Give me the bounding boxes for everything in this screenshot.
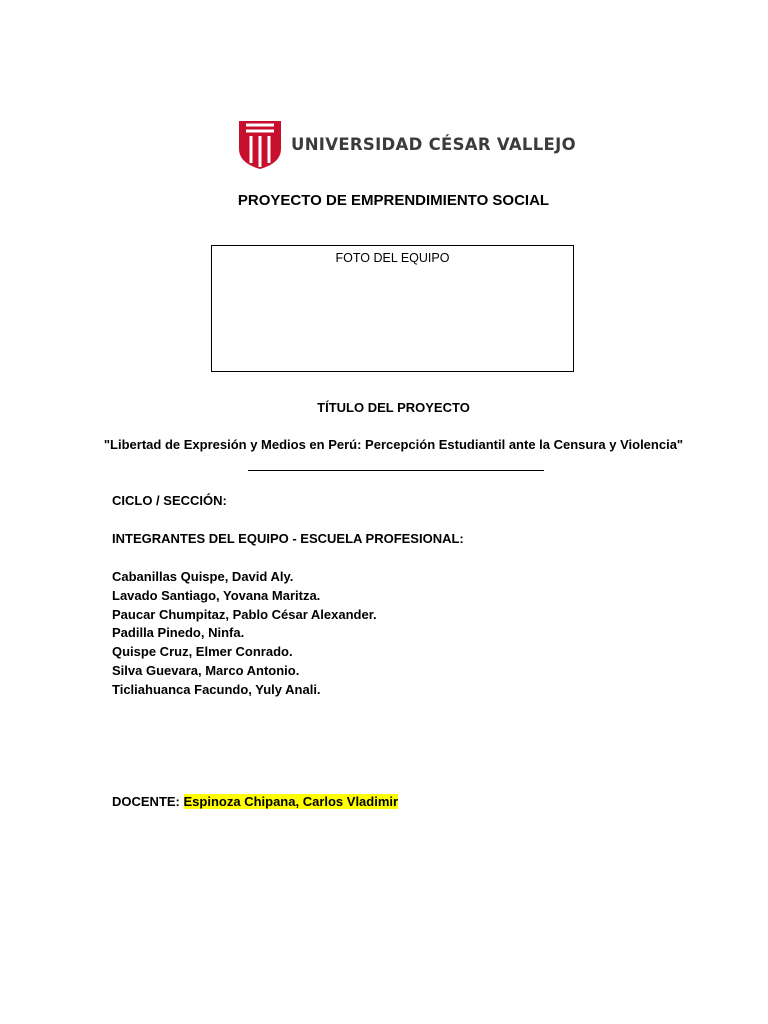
team-heading: INTEGRANTES DEL EQUIPO - ESCUELA PROFESIONAL: — [112, 531, 464, 546]
team-member: Padilla Pinedo, Ninfa. — [112, 625, 245, 641]
photo-box-label: FOTO DEL EQUIPO — [335, 251, 450, 265]
project-title: "Libertad de Expresión y Medios en Perú: Percepción Estudiantil ante la Censura y Violencia" — [103, 437, 684, 452]
team-member: Lavado Santiago, Yovana Maritza. — [112, 587, 321, 603]
team-member: Cabanillas Quispe, David Aly. — [112, 569, 294, 584]
university-name: UNIVERSIDAD CÉSAR VALLEJO — [291, 135, 576, 154]
docente-name: Espinoza Chipana, Carlos Vladimir — [183, 794, 399, 809]
project-title-heading: TÍTULO DEL PROYECTO — [317, 400, 470, 415]
team-member-list — [112, 568, 377, 700]
team-member: Paucar Chumpitaz, Pablo César Alexander. — [112, 606, 377, 622]
team-member: Silva Guevara, Marco Antonio. — [112, 662, 300, 678]
university-shield-icon — [237, 119, 283, 171]
ciclo-seccion-label: CICLO / SECCIÓN: — [112, 493, 227, 508]
university-logo — [237, 119, 576, 171]
title-underline — [248, 470, 544, 471]
team-photo-box — [211, 245, 574, 372]
team-member: Ticliahuanca Facundo, Yuly Anali. — [112, 681, 321, 697]
docente-line — [112, 794, 398, 809]
docente-label: DOCENTE: — [112, 794, 180, 809]
document-title: PROYECTO DE EMPRENDIMIENTO SOCIAL — [237, 192, 550, 209]
team-member: Quispe Cruz, Elmer Conrado. — [112, 644, 293, 660]
